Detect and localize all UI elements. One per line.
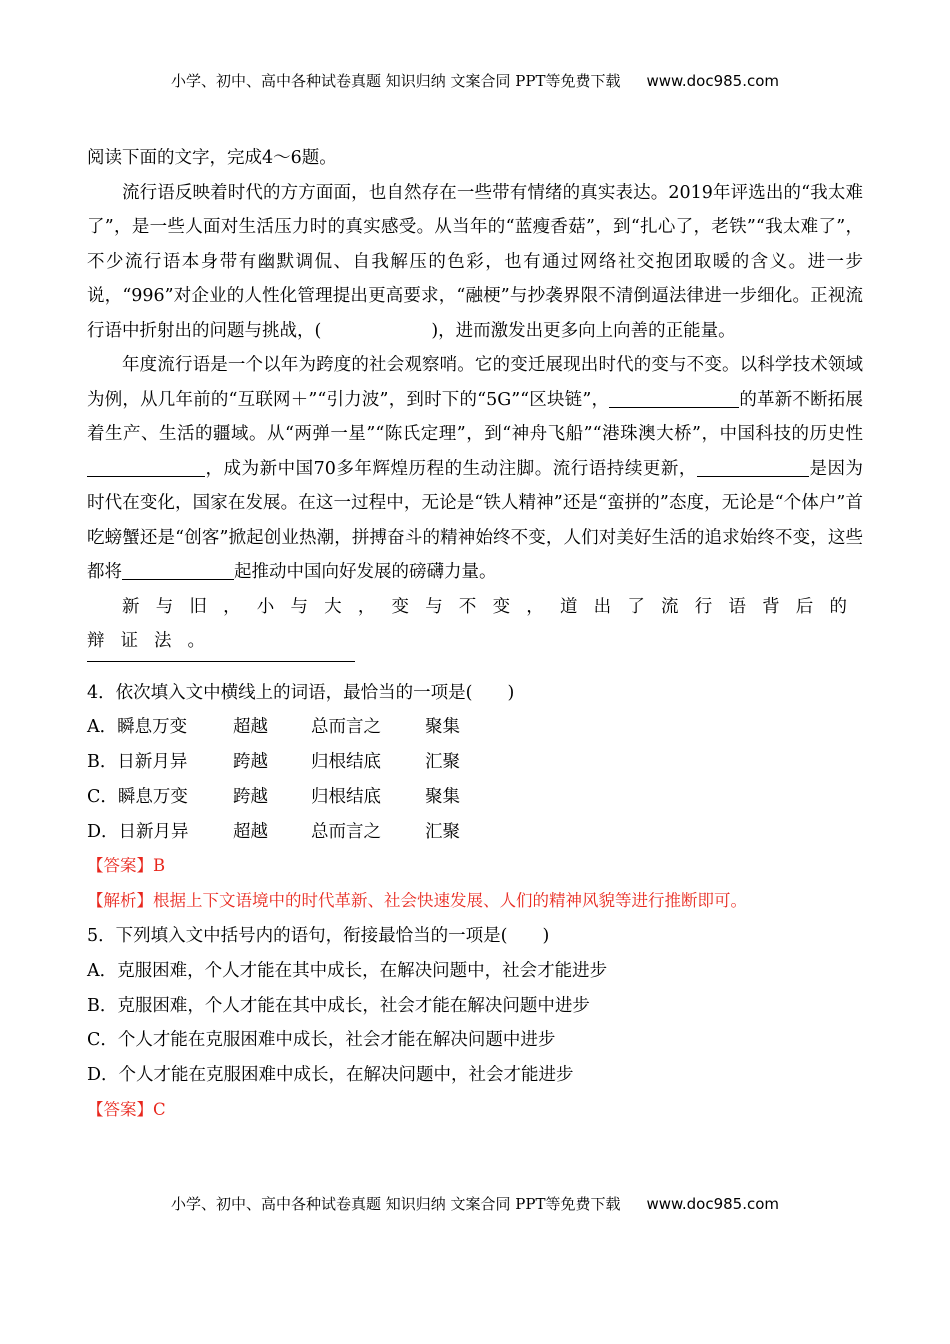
question-4-stem: 4．依次填入文中横线上的词语，最恰当的一项是( ) (87, 682, 515, 703)
passage-paragraph-1: 流行语反映着时代的方方面面，也自然存在一些带有情绪的真实表达。2019年评选出的“我太难了”，是一些人面对生活压力时的真实感受。从当年的“蓝瘦香菇”，到“扎心了，老铁”“我太难了”，不少流行语本身带有幽默调侃、自我解压的色彩，也有通过网络社交抱团取暖的含义。进一步说，“996”对企业的人性化管理提出更高要求，“融梗”与抄袭界限不清倒逼法律进一步细化。正视流行语中折射出的问题与挑战，( )，进而激发出更多向上向善的正能量。 (87, 182, 863, 341)
blank-3 (697, 458, 809, 477)
question-4-option-b: B．日新月异 跨越 归根结底 汇聚 (87, 752, 460, 773)
blank-1 (609, 389, 739, 408)
passage-paragraph-3: 新与旧，小与大，变与不变，道出了流行语背后的辩证法。 (87, 596, 863, 651)
header-text: 小学、初中、高中各种试卷真题 知识归纳 文案合同 PPT等免费下载 (170, 72, 621, 90)
footer-text: 小学、初中、高中各种试卷真题 知识归纳 文案合同 PPT等免费下载 (170, 1195, 621, 1213)
footer-site-link[interactable]: www.doc985.com (646, 1195, 780, 1213)
question-4-option-c: C．瞬息万变 跨越 归根结底 聚集 (87, 786, 460, 807)
page-footer (0, 1193, 950, 1214)
blank-4 (122, 561, 234, 580)
page-header (0, 70, 950, 91)
question-4-option-a: A．瞬息万变 超越 总而言之 聚集 (87, 717, 460, 738)
question-5-stem: 5．下列填入文中括号内的语句，衔接最恰当的一项是( ) (87, 926, 550, 947)
question-5 (87, 919, 863, 1128)
separator-rule (87, 661, 355, 662)
question-5-answer: 【答案】C (87, 1100, 166, 1120)
document-body (87, 141, 863, 1128)
question-4-answer: 【答案】B (87, 856, 166, 876)
question-5-option-a: A．克服困难，个人才能在其中成长，在解决问题中，社会才能进步 (87, 960, 608, 981)
reading-intro: 阅读下面的文字，完成4～6题。 (87, 148, 337, 168)
header-site-link[interactable]: www.doc985.com (646, 72, 780, 90)
bracket-blank (321, 321, 431, 339)
question-5-option-c: C．个人才能在克服困难中成长，社会才能在解决问题中进步 (87, 1030, 556, 1051)
passage (87, 176, 863, 659)
question-4 (87, 676, 863, 920)
question-5-option-d: D．个人才能在克服困难中成长，在解决问题中，社会才能进步 (87, 1065, 574, 1086)
blank-2 (87, 458, 205, 477)
question-5-option-b: B．克服困难，个人才能在其中成长，社会才能在解决问题中进步 (87, 995, 590, 1016)
question-4-analysis: 【解析】根据上下文语境中的时代革新、社会快速发展、人们的精神风貌等进行推断即可。 (87, 891, 747, 911)
question-4-option-d: D．日新月异 超越 总而言之 汇聚 (87, 821, 460, 842)
passage-paragraph-2: 年度流行语是一个以年为跨度的社会观察哨。它的变迁展现出时代的变与不变。以科学技术领域为例，从几年前的“互联网＋”“引力波”，到时下的“5G”“区块链”， 的革新不断拓展着生产、生活的疆域。从“两弹一星”“陈氏定理”，到“神舟飞船”“港珠澳大桥”，中国科技的历史性，成为新中国70多年辉煌历程的生动注脚。流行语持续更新， 是因为时代在变化，国家在发展。在这一过程中，无论是“铁人精神”还是“蛮拼的”态度，无论是“个体户”首吃螃蟹还是“创客”掀起创业热潮，拼搏奋斗的精神始终不变，人们对美好生活的追求始终不变，这些都将 起推动中国向好发展的磅礴力量。 (87, 355, 863, 582)
